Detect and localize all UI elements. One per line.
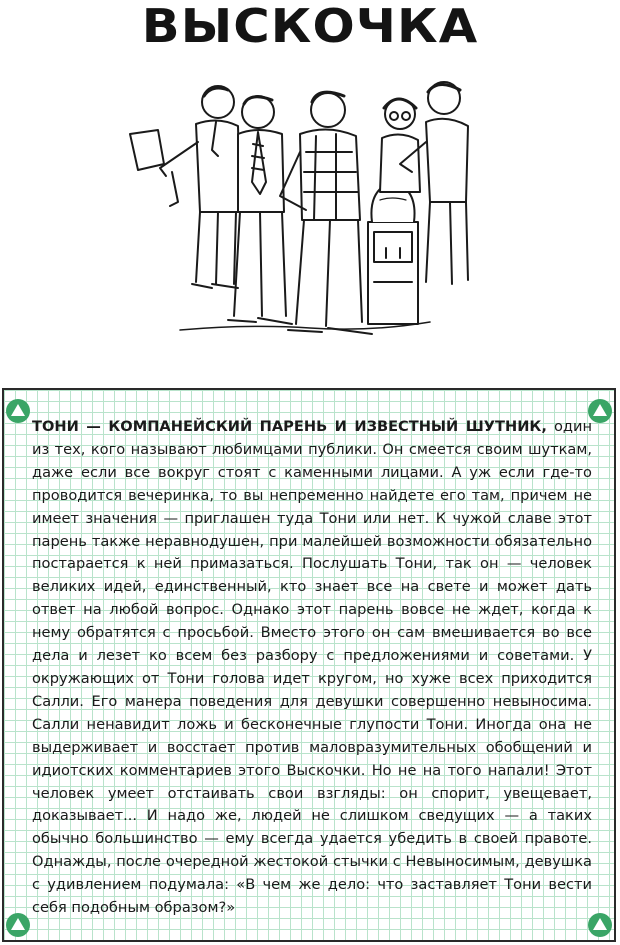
text-panel xyxy=(2,388,616,942)
triangle-badge-icon xyxy=(5,398,31,424)
triangle-badge-icon xyxy=(5,912,31,938)
lead-text: ТОНИ — КОМПАНЕЙСКИЙ ПАРЕНЬ И ИЗВЕСТНЫЙ ШУТНИК, xyxy=(32,418,547,435)
water-cooler-icon xyxy=(368,182,418,324)
office-group-illustration xyxy=(100,72,520,357)
person-1-icon xyxy=(130,86,240,288)
story-text xyxy=(32,416,592,920)
person-4-icon xyxy=(380,99,420,192)
body-text: один из тех, кого называют любимцами публики. Он смеется своим шуткам, даже если все вокруг стоят с каменными лицами. А уж если где-то проводится вечеринка, то вы непременно найдете его там, причем не имеет значения — приглашен туда Тони или нет. К чужой славе этот парень также неравнодушен, при малейшей возможности обязательно постарается к ней примазаться. Послушать Тони, так он — человек великих идей, единственный, кто знает все на свете и может дать ответ на любой вопрос. Однако этот парень вовсе не ждет, когда к нему обратятся с просьбой. Вместо этого он сам вмешивается во все дела и лезет ко всем без разбору с предложениями и советами. У окружающих от Тони голова идет кругом, но хуже всех приходится Салли. Его манера поведения для девушки совершенно невыносима. Салли ненавидит ложь и бесконечные глупости Тони. Иногда она не выдерживает и восстает против маловразумительных обобщений и идиотских комментариев этого Выскочки. Но не на того напали! Этот человек умеет отстаивать свои взгляды: он спорит, увещевает, доказывает... И надо же, людей не слишком сведущих — а таких обычно большинство — ему всегда удается убедить в своей правоте. Однажды, после очередной жестокой стычки с Невыносимым, девушка с удивлением подумала: «В чем же дело: что заставляет Тони вести себя подобным образом?» xyxy=(32,418,592,917)
page-title: ВЫСКОЧКА xyxy=(141,0,479,53)
person-3-icon xyxy=(280,92,372,334)
